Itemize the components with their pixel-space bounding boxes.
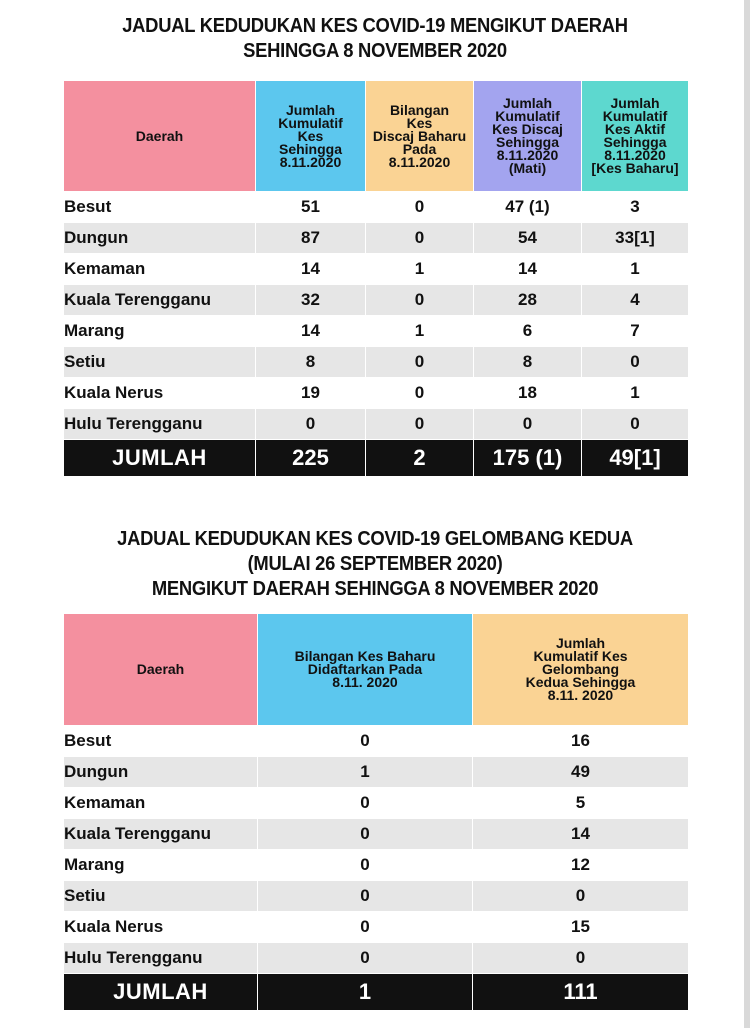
table2-header-kumulatif: Jumlah Kumulatif Kes Gelombang Kedua Sehingga 8.11. 2020 xyxy=(473,614,689,726)
total-new-cases: 1 xyxy=(258,974,473,1011)
table-row xyxy=(64,192,689,223)
table-row xyxy=(64,316,689,347)
table1-header-discaj-kumulatif: Jumlah Kumulatif Kes Discaj Sehingga 8.11.2020 (Mati) xyxy=(474,81,582,192)
district-name: Hulu Terengganu xyxy=(64,409,256,440)
table-row xyxy=(64,850,689,881)
cumulative-discharged: 47 (1) xyxy=(474,192,582,223)
table2-title-line2: (MULAI 26 SEPTEMBER 2020) xyxy=(247,553,503,575)
cumulative-cases: 49 xyxy=(473,757,689,788)
new-cases: 0 xyxy=(258,850,473,881)
page-edge-shadow xyxy=(744,0,750,1028)
district-name: Kuala Nerus xyxy=(64,378,256,409)
new-discharged: 0 xyxy=(366,409,474,440)
district-name: Marang xyxy=(64,316,256,347)
table1-district-cases xyxy=(63,80,689,477)
active-cases: 1 xyxy=(582,254,689,285)
cumulative-cases: 14 xyxy=(473,819,689,850)
table1-title-line1: JADUAL KEDUDUKAN KES COVID-19 MENGIKUT DAERAH xyxy=(122,15,628,37)
cumulative-cases: 32 xyxy=(256,285,366,316)
cumulative-cases: 14 xyxy=(256,254,366,285)
active-cases: 4 xyxy=(582,285,689,316)
table2-title-line1: JADUAL KEDUDUKAN KES COVID-19 GELOMBANG KEDUA xyxy=(117,528,633,550)
district-name: Setiu xyxy=(64,881,258,912)
table-row xyxy=(64,347,689,378)
cumulative-discharged: 14 xyxy=(474,254,582,285)
new-cases: 0 xyxy=(258,943,473,974)
table-row xyxy=(64,409,689,440)
cumulative-discharged: 28 xyxy=(474,285,582,316)
active-cases: 0 xyxy=(582,409,689,440)
cumulative-cases: 0 xyxy=(473,943,689,974)
active-cases: 7 xyxy=(582,316,689,347)
district-name: Kuala Terengganu xyxy=(64,819,258,850)
table-row xyxy=(64,378,689,409)
table1-header-daerah: Daerah xyxy=(64,81,256,192)
new-discharged: 0 xyxy=(366,378,474,409)
new-cases: 0 xyxy=(258,819,473,850)
table-row xyxy=(64,223,689,254)
total-label: JUMLAH xyxy=(64,440,256,477)
total-cumulative-discharged: 175 (1) xyxy=(474,440,582,477)
active-cases: 0 xyxy=(582,347,689,378)
district-name: Kemaman xyxy=(64,788,258,819)
new-cases: 0 xyxy=(258,788,473,819)
table2-title-line3: MENGIKUT DAERAH SEHINGGA 8 NOVEMBER 2020 xyxy=(151,578,599,600)
district-name: Setiu xyxy=(64,347,256,378)
table-row xyxy=(64,757,689,788)
district-name: Hulu Terengganu xyxy=(64,943,258,974)
cumulative-cases: 0 xyxy=(256,409,366,440)
cumulative-cases: 8 xyxy=(256,347,366,378)
cumulative-discharged: 54 xyxy=(474,223,582,254)
table-row xyxy=(64,881,689,912)
district-name: Dungun xyxy=(64,223,256,254)
table2-body xyxy=(64,726,689,1011)
new-discharged: 0 xyxy=(366,347,474,378)
total-cumulative-cases: 225 xyxy=(256,440,366,477)
active-cases: 1 xyxy=(582,378,689,409)
cumulative-cases: 0 xyxy=(473,881,689,912)
total-label: JUMLAH xyxy=(64,974,258,1011)
district-name: Dungun xyxy=(64,757,258,788)
cumulative-cases: 19 xyxy=(256,378,366,409)
table2-total-row xyxy=(64,974,689,1011)
table-row xyxy=(64,285,689,316)
cumulative-cases: 87 xyxy=(256,223,366,254)
table-row xyxy=(64,726,689,757)
new-cases: 0 xyxy=(258,726,473,757)
table1-title-line2: SEHINGGA 8 NOVEMBER 2020 xyxy=(243,40,507,62)
district-name: Kemaman xyxy=(64,254,256,285)
table2-title xyxy=(30,527,720,602)
district-name: Marang xyxy=(64,850,258,881)
cumulative-discharged: 18 xyxy=(474,378,582,409)
district-name: Besut xyxy=(64,192,256,223)
new-discharged: 1 xyxy=(366,316,474,347)
table1-header-kumulatif: Jumlah Kumulatif Kes Sehingga 8.11.2020 xyxy=(256,81,366,192)
table1-body xyxy=(64,192,689,477)
total-active-cases: 49[1] xyxy=(582,440,689,477)
table1-total-row xyxy=(64,440,689,477)
district-name: Kuala Nerus xyxy=(64,912,258,943)
table2-second-wave xyxy=(63,613,689,1011)
table-row xyxy=(64,819,689,850)
cumulative-cases: 15 xyxy=(473,912,689,943)
new-cases: 0 xyxy=(258,881,473,912)
new-discharged: 0 xyxy=(366,285,474,316)
table2-header-baharu: Bilangan Kes Baharu Didaftarkan Pada 8.11. 2020 xyxy=(258,614,473,726)
cumulative-discharged: 0 xyxy=(474,409,582,440)
cumulative-cases: 12 xyxy=(473,850,689,881)
new-cases: 0 xyxy=(258,912,473,943)
cumulative-cases: 51 xyxy=(256,192,366,223)
new-discharged: 0 xyxy=(366,223,474,254)
table-row xyxy=(64,254,689,285)
new-cases: 1 xyxy=(258,757,473,788)
district-name: Besut xyxy=(64,726,258,757)
table1-header-discaj-baharu: Bilangan Kes Discaj Baharu Pada 8.11.2020 xyxy=(366,81,474,192)
table-row xyxy=(64,912,689,943)
new-discharged: 0 xyxy=(366,192,474,223)
table2-header-daerah: Daerah xyxy=(64,614,258,726)
table-row xyxy=(64,788,689,819)
table1-header-aktif: Jumlah Kumulatif Kes Aktif Sehingga 8.11.2020 [Kes Baharu] xyxy=(582,81,689,192)
cumulative-discharged: 8 xyxy=(474,347,582,378)
total-cumulative-cases: 111 xyxy=(473,974,689,1011)
cumulative-cases: 14 xyxy=(256,316,366,347)
table1-title xyxy=(30,14,720,64)
new-discharged: 1 xyxy=(366,254,474,285)
total-new-discharged: 2 xyxy=(366,440,474,477)
active-cases: 33[1] xyxy=(582,223,689,254)
cumulative-discharged: 6 xyxy=(474,316,582,347)
cumulative-cases: 16 xyxy=(473,726,689,757)
district-name: Kuala Terengganu xyxy=(64,285,256,316)
cumulative-cases: 5 xyxy=(473,788,689,819)
table-row xyxy=(64,943,689,974)
active-cases: 3 xyxy=(582,192,689,223)
